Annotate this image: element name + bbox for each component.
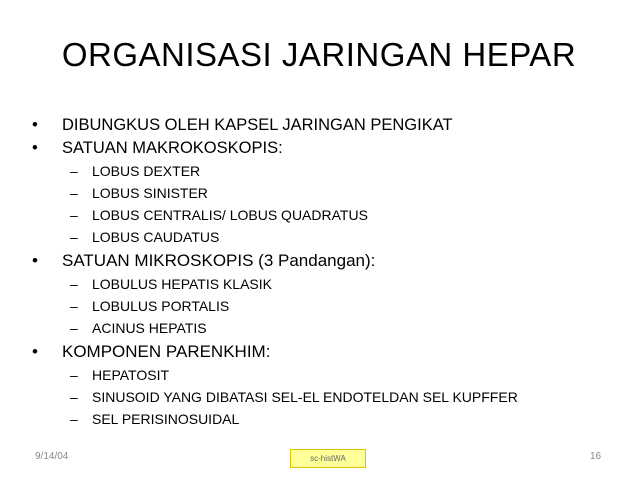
sub-bullet-item	[32, 408, 622, 430]
bullet-item	[32, 114, 622, 137]
sub-bullet-text: LOBUS DEXTER	[92, 163, 201, 179]
sub-bullet-mark: –	[70, 298, 78, 314]
bullet-mark: •	[32, 342, 38, 361]
bullet-text: DIBUNGKUS OLEH KAPSEL JARINGAN PENGIKAT	[62, 116, 453, 134]
footer-date: 9/14/04	[35, 451, 69, 462]
slide-content	[32, 114, 622, 430]
sub-bullet-item	[32, 182, 622, 204]
sub-bullet-item	[32, 226, 622, 248]
sub-bullet-mark: –	[70, 320, 78, 336]
sub-bullet-item	[32, 204, 622, 226]
sub-bullet-mark: –	[70, 276, 78, 292]
sub-bullet-mark: –	[70, 207, 78, 223]
page-number: 16	[590, 451, 602, 462]
bullet-text: KOMPONEN PARENKHIM:	[62, 342, 271, 361]
sub-bullet-item	[32, 295, 622, 317]
sub-bullet-text: LOBUS CENTRALIS/ LOBUS QUADRATUS	[92, 207, 368, 223]
sub-bullet-mark: –	[70, 229, 78, 245]
bullet-item	[32, 248, 622, 273]
sub-bullet-text: SINUSOID YANG DIBATASI SEL-EL ENDOTELDAN SEL KUPFFER	[92, 389, 518, 405]
bullet-item	[32, 137, 622, 160]
sub-bullet-item	[32, 364, 622, 386]
bullet-mark: •	[32, 251, 38, 270]
sub-bullet-text: ACINUS HEPATIS	[92, 320, 207, 336]
sub-bullet-text: LOBULUS HEPATIS KLASIK	[92, 276, 272, 292]
slide-title: ORGANISASI JARINGAN HEPAR	[61, 36, 577, 73]
sub-bullet-text: LOBUS CAUDATUS	[92, 229, 220, 245]
bullet-item	[32, 339, 622, 364]
footer-badge: sc-histWA	[290, 449, 366, 468]
sub-bullet-mark: –	[70, 389, 78, 405]
sub-bullet-item	[32, 160, 622, 182]
sub-bullet-text: HEPATOSIT	[92, 367, 170, 383]
sub-bullet-mark: –	[70, 411, 78, 427]
sub-bullet-item	[32, 386, 622, 408]
sub-bullet-mark: –	[70, 367, 78, 383]
sub-bullet-text: SEL PERISINOSUIDAL	[92, 411, 240, 427]
sub-bullet-mark: –	[70, 185, 78, 201]
bullet-text: SATUAN MIKROSKOPIS (3 Pandangan):	[62, 251, 376, 270]
sub-bullet-item	[32, 317, 622, 339]
bullet-mark: •	[32, 116, 38, 134]
sub-bullet-item	[32, 273, 622, 295]
bullet-text: SATUAN MAKROKOSKOPIS:	[62, 139, 283, 157]
sub-bullet-mark: –	[70, 163, 78, 179]
sub-bullet-text: LOBUS SINISTER	[92, 185, 208, 201]
sub-bullet-text: LOBULUS PORTALIS	[92, 298, 230, 314]
bullet-mark: •	[32, 139, 38, 157]
